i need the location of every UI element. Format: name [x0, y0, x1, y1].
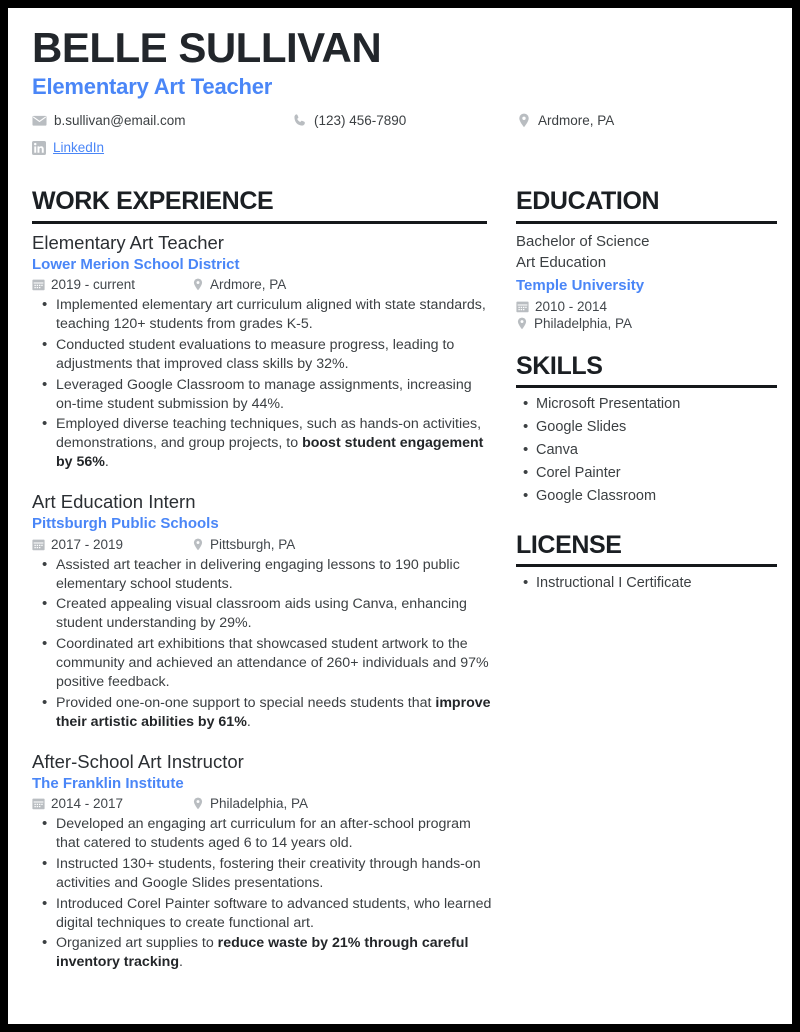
- section-divider: [516, 385, 777, 388]
- calendar-icon: [32, 797, 45, 810]
- bullet-item: • Employed diverse teaching techniques, such as hands-on activities, demonstrations, and group projects, to boost student engagement by 56%.: [56, 415, 494, 472]
- linkedin-icon: [32, 141, 46, 155]
- calendar-icon: [32, 278, 45, 291]
- bullet-item: • Coordinated art exhibitions that showcased student artwork to the community and achieved an attendance of 260+ individuals and 97% positive feedback.: [56, 635, 494, 692]
- job-location: [192, 796, 308, 811]
- location-pin-icon: [192, 278, 204, 291]
- spacer: [516, 331, 792, 353]
- contact-linkedin-link[interactable]: LinkedIn: [53, 140, 105, 156]
- location-pin-icon: [517, 113, 531, 128]
- job-meta: [32, 537, 494, 552]
- job-bullets: [32, 815, 494, 972]
- list-item: • Corel Painter: [536, 464, 792, 484]
- job-organization: Pittsburgh Public Schools: [32, 515, 219, 533]
- job-title: After-School Art Instructor: [32, 750, 244, 772]
- job-dates: [32, 537, 192, 552]
- bullet-item: • Created appealing visual classroom aids using Canva, enhancing student understanding by 29%.: [56, 595, 494, 633]
- left-column: [32, 188, 494, 974]
- job-location-text: Pittsburgh, PA: [210, 536, 296, 552]
- education-dates-text: 2010 - 2014: [535, 298, 608, 314]
- calendar-icon: [516, 300, 529, 313]
- bullet-item: • Assisted art teacher in delivering engaging lessons to 190 public elementary school students.: [56, 556, 494, 594]
- job-dates-text: 2014 - 2017: [51, 796, 124, 812]
- contact-email[interactable]: [32, 110, 292, 131]
- education-location-text: Philadelphia, PA: [534, 315, 633, 331]
- job-entry: [32, 231, 494, 473]
- bullet-item: • Developed an engaging art curriculum for an after-school program that catered to students aged 6 to 14 years old.: [56, 815, 494, 853]
- envelope-icon: [32, 113, 47, 128]
- section-divider: [516, 564, 777, 567]
- resume-page: [8, 8, 792, 1024]
- skills-list: [516, 395, 792, 506]
- bullet-item: • Instructed 130+ students, fostering their creativity through hands-on activities and Google Slides presentations.: [56, 855, 494, 893]
- job-entry: [32, 750, 494, 973]
- education-field: Art Education: [516, 254, 607, 272]
- job-organization: Lower Merion School District: [32, 255, 240, 273]
- education-dates: [516, 299, 792, 314]
- job-location: [192, 537, 295, 552]
- education-degree: Bachelor of Science: [516, 232, 650, 250]
- section-license: [516, 532, 792, 594]
- contact-info: [32, 110, 772, 164]
- section-work-experience: [32, 188, 494, 972]
- job-meta: [32, 277, 494, 292]
- contact-location: [517, 110, 757, 131]
- license-list: [516, 574, 792, 594]
- education-school: Temple University: [516, 277, 645, 295]
- job-entry: [32, 490, 494, 732]
- section-education: [516, 188, 792, 331]
- list-item: • Google Classroom: [536, 487, 792, 507]
- job-dates-text: 2019 - current: [51, 277, 136, 293]
- job-dates: [32, 796, 192, 811]
- list-item: • Canva: [536, 441, 792, 461]
- job-dates: [32, 277, 192, 292]
- spacer: [516, 510, 792, 532]
- job-title: Art Education Intern: [32, 491, 196, 513]
- right-column: [516, 188, 792, 974]
- job-location-text: Philadelphia, PA: [210, 796, 309, 812]
- job-location: [192, 277, 286, 292]
- bullet-item: • Conducted student evaluations to measure progress, leading to adjustments that improved class skills by 32%.: [56, 336, 494, 374]
- contact-linkedin[interactable]: [32, 137, 292, 158]
- location-pin-icon: [192, 538, 204, 551]
- bullet-item: • Leveraged Google Classroom to manage assignments, increasing on-time student submission by 44%.: [56, 376, 494, 414]
- section-divider: [32, 221, 487, 224]
- location-pin-icon: [192, 797, 204, 810]
- education-location: [516, 316, 792, 331]
- contact-location-text: Ardmore, PA: [538, 113, 615, 129]
- license-heading: LICENSE: [516, 530, 622, 559]
- job-bullets: [32, 296, 494, 472]
- job-dates-text: 2017 - 2019: [51, 536, 124, 552]
- calendar-icon: [32, 538, 45, 551]
- contact-email-text: b.sullivan@email.com: [54, 113, 186, 129]
- phone-icon: [292, 113, 307, 128]
- job-bullets: [32, 556, 494, 732]
- bullet-item: • Organized art supplies to reduce waste by 21% through careful inventory tracking.: [56, 934, 494, 972]
- resume-header: [32, 26, 792, 164]
- section-skills: [516, 353, 792, 507]
- job-title: Elementary Art Teacher: [32, 231, 224, 253]
- list-item: • Microsoft Presentation: [536, 395, 792, 415]
- work-experience-heading: WORK EXPERIENCE: [32, 187, 274, 216]
- bullet-item: • Implemented elementary art curriculum aligned with state standards, teaching 120+ students from grades K-5.: [56, 296, 494, 334]
- list-item: • Instructional I Certificate: [536, 574, 792, 594]
- list-item: • Google Slides: [536, 418, 792, 438]
- candidate-name: BELLE SULLIVAN: [32, 24, 382, 71]
- contact-phone-text: (123) 456-7890: [314, 113, 407, 129]
- job-location-text: Ardmore, PA: [210, 277, 287, 293]
- location-pin-icon: [516, 317, 528, 330]
- section-divider: [516, 221, 777, 224]
- candidate-headline: Elementary Art Teacher: [32, 74, 273, 100]
- job-organization: The Franklin Institute: [32, 774, 184, 792]
- bullet-item: • Provided one-on-one support to special needs students that improve their artistic abilities by 61%.: [56, 694, 494, 732]
- skills-heading: SKILLS: [516, 351, 603, 380]
- contact-phone[interactable]: [292, 110, 517, 131]
- job-meta: [32, 796, 494, 811]
- education-heading: EDUCATION: [516, 187, 660, 216]
- bullet-item: • Introduced Corel Painter software to advanced students, who learned digital techniques to create functional art.: [56, 895, 494, 933]
